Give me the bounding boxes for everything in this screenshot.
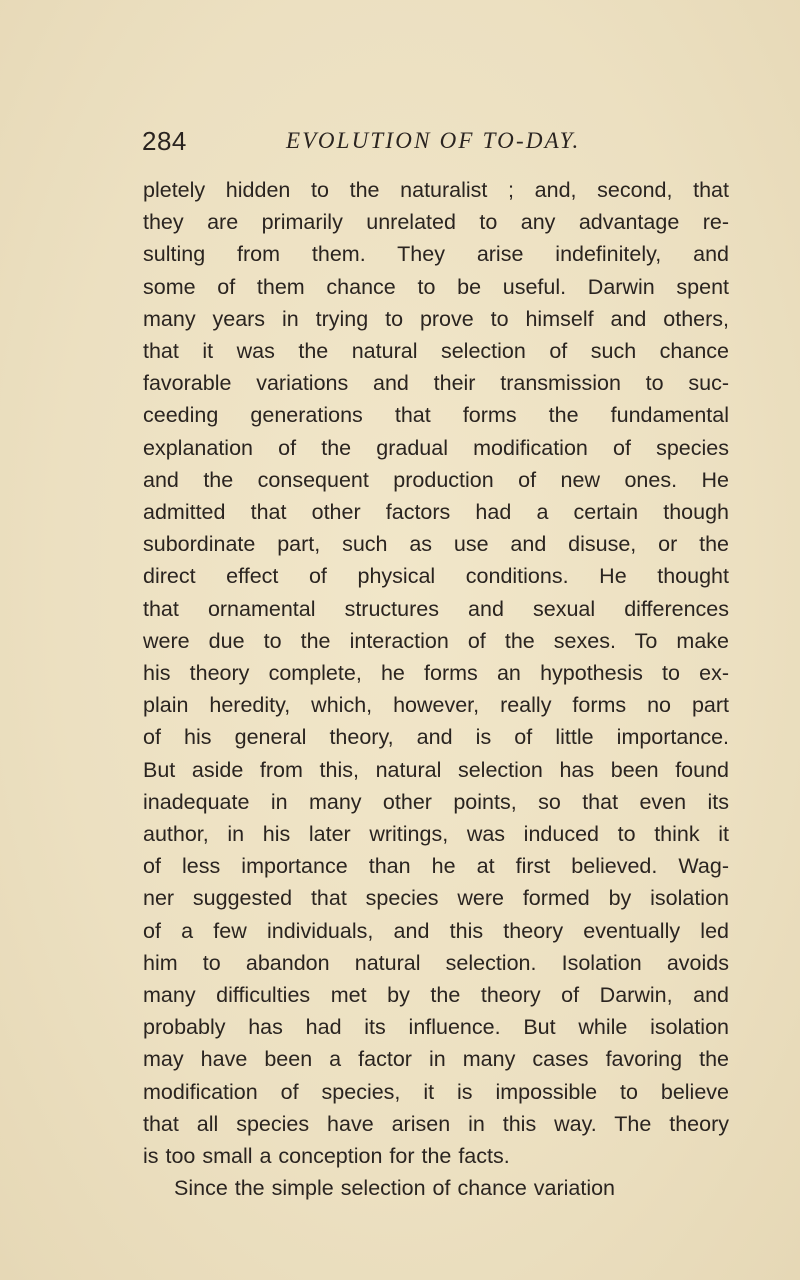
- running-head: [142, 126, 742, 160]
- text-line: plain heredity, which, however, really forms no part: [143, 693, 729, 718]
- text-line: many difficulties met by the theory of Darwin, and: [143, 983, 729, 1008]
- text-line: may have been a factor in many cases favoring the: [143, 1047, 729, 1072]
- paragraph-start-line: Since the simple selection of chance variation: [174, 1176, 616, 1201]
- text-line: ner suggested that species were formed by isolation: [143, 886, 729, 911]
- text-line: they are primarily unrelated to any advantage re-: [143, 210, 729, 235]
- page-number: 284: [142, 126, 187, 156]
- body-text: [143, 174, 729, 1205]
- text-line: some of them chance to be useful. Darwin spent: [143, 274, 729, 299]
- text-line: direct effect of physical conditions. He thought: [143, 564, 729, 589]
- running-title: EVOLUTION OF TO-DAY.: [286, 128, 581, 153]
- text-line: sulting from them. They arise indefinitely, and: [143, 242, 729, 267]
- text-line: were due to the interaction of the sexes. To make: [143, 628, 729, 653]
- text-line: modification of species, it is impossible to believe: [143, 1079, 729, 1104]
- text-line: and the consequent production of new ones. He: [143, 467, 729, 492]
- text-line: explanation of the gradual modification of species: [143, 435, 729, 460]
- text-line: subordinate part, such as use and disuse, or the: [143, 532, 729, 557]
- text-line: that it was the natural selection of such chance: [143, 339, 729, 364]
- text-line: admitted that other factors had a certain though: [143, 500, 729, 525]
- text-line: many years in trying to prove to himself and others,: [143, 306, 729, 331]
- text-line: his theory complete, he forms an hypothesis to ex-: [143, 661, 729, 686]
- text-line: of his general theory, and is of little importance.: [143, 725, 729, 750]
- text-line: of a few individuals, and this theory eventually led: [143, 918, 729, 943]
- text-line: of less importance than he at first believed. Wag-: [143, 854, 729, 879]
- paragraph-end-line: is too small a conception for the facts.: [143, 1144, 510, 1169]
- text-line: that all species have arisen in this way. The theory: [143, 1111, 729, 1136]
- text-line: pletely hidden to the naturalist ; and, second, that: [143, 178, 729, 202]
- text-line: favorable variations and their transmission to suc-: [143, 371, 729, 396]
- text-line: ceeding generations that forms the fundamental: [143, 403, 729, 428]
- text-line: inadequate in many other points, so that even its: [143, 789, 729, 814]
- text-line: that ornamental structures and sexual differences: [143, 596, 729, 621]
- text-line: author, in his later writings, was induced to think it: [143, 822, 729, 847]
- text-line: probably has had its influence. But while isolation: [143, 1015, 729, 1040]
- text-line: But aside from this, natural selection has been found: [143, 757, 729, 782]
- text-line: him to abandon natural selection. Isolation avoids: [143, 950, 729, 975]
